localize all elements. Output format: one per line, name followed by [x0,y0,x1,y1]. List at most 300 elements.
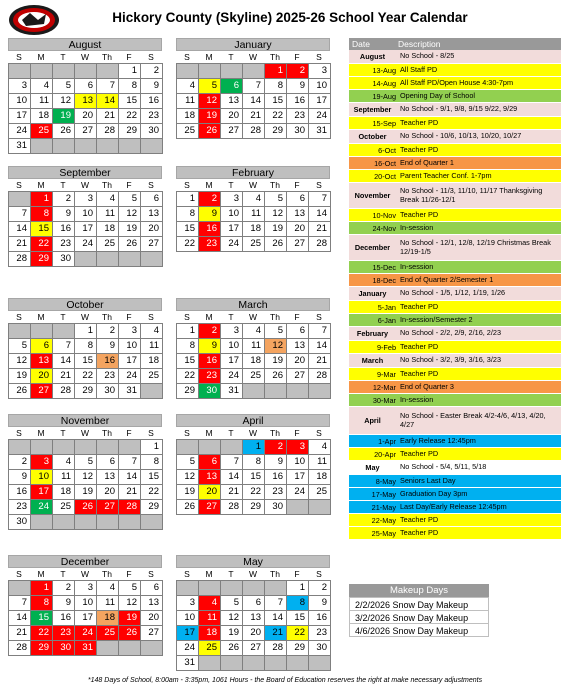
makeup-row: 2/2/2026 Snow Day Makeup [349,597,489,611]
day-cell: 29 [242,499,265,515]
day-cell: 5 [264,323,287,339]
day-cell: 25 [30,123,53,139]
weekday-label: T [60,428,66,438]
empty-day-cell [118,439,141,455]
day-cell: 2 [8,454,31,470]
weekday-label: S [148,312,154,322]
weekday-label: S [316,569,322,579]
event-row [349,301,561,314]
day-cell: 4 [242,323,265,339]
empty-day-cell [242,383,265,399]
day-cell: 8 [140,454,163,470]
day-cell: 30 [96,383,119,399]
calendar-november [8,414,162,529]
weekday-label: W [80,428,90,438]
month-header: January [176,38,330,51]
empty-day-cell [242,655,265,671]
empty-day-cell [198,580,221,596]
day-cell: 20 [242,625,265,641]
event-description: Opening Day of School [400,90,476,100]
day-cell: 1 [264,63,287,79]
empty-day-cell [176,439,199,455]
day-cell: 29 [176,383,199,399]
day-cell: 25 [96,236,119,252]
day-cell: 12 [118,595,141,611]
event-description: End of Quarter 1 [400,157,454,167]
empty-day-cell [30,138,53,154]
event-description: In-session [400,394,434,404]
weekday-header-row [8,568,162,580]
day-cell: 16 [8,484,31,500]
day-cell: 18 [308,469,331,485]
day-cell: 13 [242,610,265,626]
day-cell: 17 [30,484,53,500]
day-cell: 29 [74,383,97,399]
event-description: Teacher PD [400,144,439,154]
day-cell: 25 [242,368,265,384]
day-cell: 15 [286,610,309,626]
empty-day-cell [30,439,53,455]
empty-day-cell [264,580,287,596]
day-cell: 13 [96,469,119,485]
weekday-label: T [228,428,234,438]
day-cell: 9 [96,338,119,354]
event-row [349,341,561,354]
day-cell: 1 [30,191,53,207]
day-cell: 14 [118,469,141,485]
day-cell: 21 [118,484,141,500]
day-cell: 15 [74,353,97,369]
event-date: 13-Aug [372,65,396,75]
day-cell: 13 [74,93,97,109]
event-row [349,170,561,183]
event-date: January [358,289,387,298]
empty-day-cell [8,439,31,455]
empty-day-cell [8,580,31,596]
event-description: Teacher PD [400,448,439,458]
day-cell: 28 [52,383,75,399]
weekday-label: F [294,312,300,322]
day-cell: 21 [264,625,287,641]
day-cell: 13 [220,93,243,109]
day-cell: 22 [176,368,199,384]
weekday-label: T [228,312,234,322]
weekday-label: Th [102,569,112,579]
day-grid [176,439,330,514]
event-date: 12-Mar [372,382,396,392]
weekday-label: M [37,569,45,579]
event-description: In-session [400,222,434,232]
day-cell: 7 [8,206,31,222]
day-cell: 1 [176,191,199,207]
weekday-label: M [205,428,213,438]
day-cell: 22 [74,368,97,384]
day-cell: 31 [8,138,31,154]
event-row [349,527,561,540]
day-cell: 8 [30,206,53,222]
day-cell: 22 [264,108,287,124]
day-cell: 27 [286,368,309,384]
weekday-header-row [176,427,330,439]
weekday-label: F [126,569,132,579]
day-cell: 9 [52,206,75,222]
day-cell: 19 [118,610,141,626]
day-cell: 26 [264,368,287,384]
weekday-label: W [80,52,90,62]
day-cell: 9 [286,78,309,94]
day-cell: 28 [264,640,287,656]
event-row [349,183,561,209]
empty-day-cell [286,383,309,399]
event-description: No School - 10/6, 10/13, 10/20, 10/27 [400,131,522,141]
empty-day-cell [30,514,53,530]
event-row [349,354,561,368]
weekday-label: S [316,312,322,322]
day-cell: 3 [176,595,199,611]
day-cell: 1 [242,439,265,455]
event-row [349,64,561,77]
weekday-label: T [228,569,234,579]
empty-day-cell [8,323,31,339]
day-cell: 11 [198,610,221,626]
day-cell: 6 [140,580,163,596]
empty-day-cell [74,439,97,455]
day-cell: 10 [308,78,331,94]
event-row [349,314,561,327]
day-cell: 16 [264,469,287,485]
day-cell: 30 [52,640,75,656]
empty-day-cell [74,138,97,154]
day-cell: 24 [30,499,53,515]
empty-day-cell [118,514,141,530]
empty-day-cell [264,383,287,399]
day-cell: 27 [198,499,221,515]
weekday-label: Th [102,52,112,62]
weekday-header-row [8,51,162,63]
weekday-label: M [37,180,45,190]
day-cell: 11 [176,93,199,109]
day-cell: 15 [140,469,163,485]
event-date: 21-May [371,502,396,512]
event-description: Teacher PD [400,209,439,219]
empty-day-cell [308,655,331,671]
empty-day-cell [96,514,119,530]
day-cell: 28 [118,499,141,515]
day-cell: 5 [264,191,287,207]
day-cell: 25 [242,236,265,252]
event-description: No School - 12/1, 12/8, 12/19 Christmas Break 12/19-1/5 [400,238,551,256]
event-row [349,50,561,64]
weekday-label: Th [270,312,280,322]
day-cell: 16 [96,353,119,369]
day-cell: 27 [74,123,97,139]
day-cell: 9 [140,78,163,94]
events-table [349,38,561,540]
day-cell: 12 [198,93,221,109]
event-description: Teacher PD [400,341,439,351]
event-date: 25-May [371,528,396,538]
day-cell: 21 [52,368,75,384]
day-cell: 12 [8,353,31,369]
day-cell: 7 [308,323,331,339]
event-description: Teacher PD [400,117,439,127]
event-date: September [353,105,392,114]
day-cell: 5 [198,78,221,94]
day-cell: 9 [198,206,221,222]
day-cell: 13 [286,338,309,354]
day-cell: 14 [220,469,243,485]
day-cell: 26 [198,123,221,139]
weekday-label: F [126,52,132,62]
day-cell: 4 [176,78,199,94]
empty-day-cell [96,640,119,656]
empty-day-cell [220,439,243,455]
day-cell: 8 [242,454,265,470]
event-date: 16-Oct [374,158,396,168]
event-row [349,514,561,527]
day-cell: 5 [52,78,75,94]
day-cell: 28 [242,123,265,139]
day-cell: 24 [176,640,199,656]
day-cell: 31 [176,655,199,671]
day-cell: 19 [264,353,287,369]
day-cell: 23 [308,625,331,641]
weekday-header-row [176,51,330,63]
day-cell: 17 [74,221,97,237]
day-cell: 16 [308,610,331,626]
day-cell: 15 [176,221,199,237]
empty-day-cell [52,323,75,339]
empty-day-cell [176,63,199,79]
day-cell: 23 [140,108,163,124]
empty-day-cell [96,439,119,455]
event-description: Graduation Day 3pm [400,488,468,498]
event-description: All Staff PD/Open House 4:30-7pm [400,77,514,87]
day-cell: 13 [286,206,309,222]
day-cell: 7 [96,78,119,94]
event-description: Teacher PD [400,301,439,311]
day-cell: 4 [242,191,265,207]
day-cell: 16 [286,93,309,109]
day-cell: 10 [74,595,97,611]
weekday-label: W [248,180,258,190]
empty-day-cell [176,580,199,596]
day-cell: 27 [96,499,119,515]
day-cell: 10 [220,338,243,354]
day-cell: 26 [52,123,75,139]
weekday-label: S [16,52,22,62]
event-description: Last Day/Early Release 12:45pm [400,501,507,511]
day-cell: 3 [308,63,331,79]
day-cell: 11 [242,338,265,354]
day-cell: 19 [198,108,221,124]
empty-day-cell [74,63,97,79]
day-cell: 25 [176,123,199,139]
day-cell: 23 [264,484,287,500]
event-date: 6-Jan [377,315,396,325]
day-cell: 12 [220,610,243,626]
event-row [349,144,561,157]
event-row [349,117,561,130]
day-cell: 24 [220,236,243,252]
day-cell: 13 [30,353,53,369]
month-header: March [176,298,330,311]
event-description: No School - 5/4, 5/11, 5/18 [400,462,487,472]
day-cell: 24 [118,368,141,384]
weekday-label: M [37,312,45,322]
weekday-label: S [184,180,190,190]
weekday-header-row [8,311,162,323]
day-cell: 20 [30,368,53,384]
day-cell: 8 [264,78,287,94]
day-cell: 17 [74,610,97,626]
calendar-april [176,414,330,514]
weekday-label: T [60,52,66,62]
day-cell: 1 [118,63,141,79]
day-cell: 11 [30,93,53,109]
day-grid [176,323,330,398]
event-date: 20-Oct [374,171,396,181]
day-cell: 7 [308,191,331,207]
empty-day-cell [30,63,53,79]
weekday-label: W [80,180,90,190]
day-cell: 28 [8,640,31,656]
event-description: In-session [400,261,434,271]
empty-day-cell [308,499,331,515]
empty-day-cell [52,138,75,154]
weekday-label: T [60,180,66,190]
day-cell: 18 [96,221,119,237]
event-date: 15-Dec [372,262,396,272]
day-cell: 16 [52,221,75,237]
day-grid [176,63,330,138]
empty-day-cell [52,439,75,455]
event-date: 14-Aug [372,78,396,88]
day-cell: 20 [140,221,163,237]
day-cell: 5 [220,595,243,611]
weekday-label: S [16,428,22,438]
weekday-label: W [80,312,90,322]
day-cell: 28 [308,368,331,384]
day-cell: 24 [8,123,31,139]
day-cell: 7 [264,595,287,611]
event-row [349,274,561,287]
day-cell: 13 [198,469,221,485]
makeup-row: 4/6/2026 Snow Day Makeup [349,623,489,637]
date-column-header: Date [352,39,370,49]
weekday-label: S [148,180,154,190]
day-cell: 15 [30,610,53,626]
day-cell: 6 [220,78,243,94]
weekday-label: S [16,569,22,579]
day-cell: 14 [52,353,75,369]
day-cell: 25 [96,625,119,641]
calendar-january [176,38,330,138]
makeup-days-title: Makeup Days [349,584,489,598]
weekday-label: W [248,428,258,438]
day-cell: 3 [30,454,53,470]
day-cell: 1 [286,580,309,596]
empty-day-cell [96,251,119,267]
day-cell: 2 [52,191,75,207]
empty-day-cell [198,439,221,455]
empty-day-cell [220,63,243,79]
day-cell: 6 [96,454,119,470]
makeup-rows [349,597,489,637]
weekday-label: Th [270,180,280,190]
event-row [349,407,561,435]
weekday-label: S [316,428,322,438]
day-cell: 8 [176,206,199,222]
day-grid [176,191,330,251]
day-cell: 1 [140,439,163,455]
event-description: End of Quarter 2/Semester 1 [400,274,494,284]
event-description: Teacher PD [400,514,439,524]
empty-day-cell [118,251,141,267]
day-cell: 26 [118,625,141,641]
day-cell: 19 [74,484,97,500]
event-date: May [365,463,380,472]
day-cell: 24 [74,625,97,641]
weekday-header-row [8,427,162,439]
day-cell: 12 [264,206,287,222]
empty-day-cell [264,655,287,671]
day-cell: 2 [198,191,221,207]
day-cell: 18 [52,484,75,500]
weekday-label: W [80,569,90,579]
day-cell: 20 [286,353,309,369]
day-cell: 12 [52,93,75,109]
day-cell: 17 [176,625,199,641]
day-cell: 18 [198,625,221,641]
day-cell: 27 [30,383,53,399]
day-cell: 2 [52,580,75,596]
day-cell: 13 [140,595,163,611]
day-cell: 5 [118,580,141,596]
day-cell: 9 [264,454,287,470]
day-cell: 31 [220,383,243,399]
weekday-header-row [176,568,330,580]
day-cell: 13 [140,206,163,222]
event-date: 5-Jan [377,302,396,312]
event-date: 17-May [371,489,396,499]
day-cell: 21 [8,236,31,252]
day-cell: 16 [198,221,221,237]
day-cell: 6 [140,191,163,207]
empty-day-cell [140,640,163,656]
event-row [349,235,561,261]
day-cell: 3 [74,580,97,596]
event-date: 18-Dec [372,275,396,285]
weekday-label: F [126,180,132,190]
event-row [349,448,561,461]
day-cell: 9 [308,595,331,611]
event-description: Teacher PD [400,527,439,537]
weekday-label: Th [270,52,280,62]
day-cell: 12 [118,206,141,222]
day-cell: 5 [8,338,31,354]
day-cell: 29 [30,251,53,267]
day-cell: 29 [118,123,141,139]
day-cell: 21 [308,221,331,237]
event-description: Early Release 12:45pm [400,435,476,445]
event-date: December [354,243,391,252]
day-cell: 8 [176,338,199,354]
day-cell: 4 [308,439,331,455]
day-cell: 1 [176,323,199,339]
event-date: 1-Apr [378,436,396,446]
day-cell: 9 [198,338,221,354]
